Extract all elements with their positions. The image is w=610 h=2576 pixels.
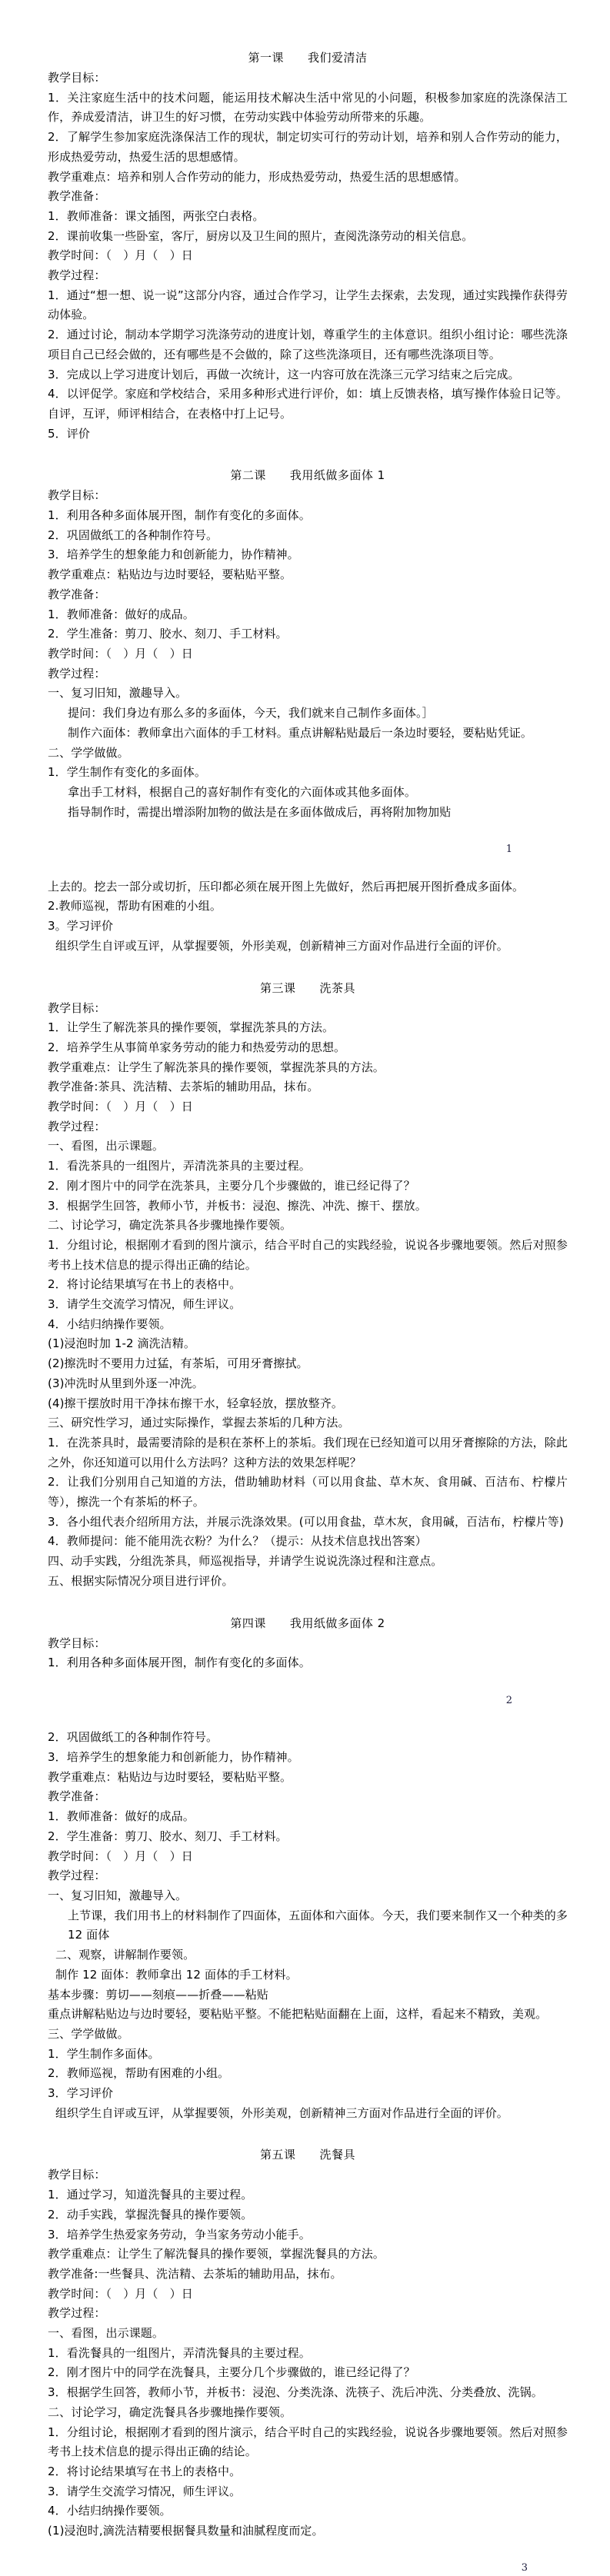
lesson-title: 第一课 我们爱清洁 (248, 51, 368, 65)
paragraph: 2.教师巡视，帮助有困难的小组。 (48, 899, 222, 914)
paragraph: (1)浸泡时,滴洗洁精要根据餐具数量和油腻程度而定。 (48, 2524, 324, 2538)
paragraph: 重点讲解粘贴边与边时要轻，要粘贴平整。不能把粘贴面翻在上面，这样，看起来不精致，美观。 (48, 2007, 548, 2022)
paragraph: 2．了解学生参加家庭洗涤保洁工作的现状，制定切实可行的劳动计划，培养和别人合作劳动的能力，形成热爱劳动，热爱生活的思想感情。 (48, 130, 568, 164)
paragraph: 3．各小组代表介绍所用方法，并展示洗涤效果。(可以用食盐，草木灰，食用碱，百洁布，柠檬片等) (48, 1514, 564, 1529)
paragraph: 2．动手实践，掌握洗餐具的操作要领。 (48, 2207, 253, 2222)
paragraph: 教学准备： (48, 1789, 106, 1804)
paragraph: (1)浸泡时加 1-2 滴洗洁精。 (48, 1336, 195, 1351)
paragraph: 教学准备:茶具、洗洁精、去茶垢的辅助用品，抹布。 (48, 1080, 319, 1094)
paragraph: 教学目标： (48, 1636, 106, 1650)
section-gap (48, 444, 568, 465)
paragraph: 三、学学做做。 (48, 2026, 129, 2041)
paragraph: 4．小结归纳操作要领。 (48, 1316, 172, 1331)
paragraph: 3．培养学生的想象能力和创新能力，协作精神。 (48, 1750, 299, 1765)
paragraph: 2．将讨论结果填写在书上的表格中。 (48, 2464, 242, 2478)
paragraph: 教学目标： (48, 1000, 106, 1015)
paragraph: 教学时间：（ ）月（ ）日 (48, 248, 193, 263)
paragraph: 1．看洗餐具的一组图片，弄清洗餐具的主要过程。 (48, 2345, 311, 2360)
paragraph: 一、看图，出示课题。 (48, 2326, 165, 2341)
paragraph: 组织学生自评或互评，从掌握要领，外形美观，创新精神三方面对作品进行全面的评价。 (55, 2105, 508, 2120)
paragraph: 1．通过“想一想、说一说”这部分内容，通过合作学习，让学生去探索，去发现，通过实践操作获得劳动体验。 (48, 288, 568, 322)
paragraph: 2．刚才图片中的同学在洗茶具，主要分几个步骤做的，谁已经记得了？ (48, 1178, 415, 1193)
paragraph: 2．课前收集一些卧室，客厅，厨房以及卫生间的照片，查阅洗涤劳动的相关信息。 (48, 228, 474, 243)
paragraph: 教学时间：（ ）月（ ）日 (48, 2286, 193, 2301)
page-break-gap (48, 1673, 568, 1693)
paragraph: 1．通过学习，知道洗餐具的主要过程。 (48, 2188, 253, 2202)
page-number: 2 (505, 1694, 512, 1706)
paragraph: 1．利用各种多面体展开图，制作有变化的多面体。 (48, 1656, 311, 1670)
lesson-title: 第五课 洗餐具 (259, 2148, 355, 2162)
paragraph: 一、复习旧知，激趣导入。 (48, 1889, 188, 1902)
paragraph: 拿出手工材料，根据自己的喜好制作有变化的六面体或其他多面体。 (68, 784, 417, 799)
paragraph: 教学过程： (48, 1869, 106, 1883)
paragraph: 教学准备:一些餐具、洗洁精、去茶垢的辅助用品，抹布。 (48, 2266, 342, 2281)
paragraph: 教学准备： (48, 587, 106, 601)
paragraph: 教学重难点：让学生了解洗茶具的操作要领，掌握洗茶具的方法。 (48, 1060, 385, 1074)
paragraph: 3．请学生交流学习情况，师生评议。 (48, 1297, 242, 1312)
paragraph: 3．学习评价 (48, 2086, 114, 2101)
paragraph: 提问：我们身边有那么多的多面体，今天，我们就来自己制作多面体。］ (68, 706, 434, 721)
paragraph: 2．教师巡视，帮助有困难的小组。 (48, 2066, 230, 2081)
paragraph: 4．以评促学。家庭和学校结合，采用多种形式进行评价，如：填上反馈表格，填写操作体验日记等。自评，互评，师评相结合，在表格中打上记号。 (48, 387, 568, 421)
lesson-title: 第四课 我用纸做多面体 2 (230, 1616, 385, 1630)
paragraph: 教学时间：（ ）月（ ）日 (48, 1849, 193, 1863)
paragraph: 2．刚才图片中的同学在洗餐具，主要分几个步骤做的，谁已经记得了？ (48, 2365, 415, 2380)
paragraph: 教学过程： (48, 666, 106, 681)
paragraph: 教学重难点：粘贴边与边时要轻，要粘贴平整。 (48, 567, 292, 582)
paragraph: 3．培养学生热爱家务劳动，争当家务劳动小能手。 (48, 2227, 311, 2242)
paragraph: 1．分组讨论，根据刚才看到的图片演示，结合平时自己的实践经验，说说各步骤地要领。然后对照参考书上技术信息的提示得出正确的结论。 (48, 1237, 568, 1272)
page-number: 3 (521, 2562, 528, 2574)
paragraph: 3．根据学生回答，教师小节，并板书：浸泡、擦洗、冲洗、擦干、摆放。 (48, 1198, 427, 1213)
paragraph: 四、动手实践，分组洗茶具，师巡视指导，并请学生说说洗涤过程和注意点。 (48, 1554, 443, 1569)
paragraph: 1．在洗茶具时，最需要清除的是积在茶杯上的茶垢。我们现在已经知道可以用牙膏擦除的方法，除此之外，你还知道可以用什么方法吗？这种方法的效果怎样呢？ (48, 1435, 568, 1469)
paragraph: 三、研究性学习，通过实际操作，掌握去茶垢的几种方法。 (48, 1416, 350, 1430)
top-margin (48, 0, 568, 48)
paragraph: 教学重难点：粘贴边与边时要轻，要粘贴平整。 (48, 1769, 292, 1784)
paragraph: 1．利用各种多面体展开图，制作有变化的多面体。 (48, 508, 311, 523)
paragraph: 2．学生准备：剪刀、胶水、刻刀、手工材料。 (48, 627, 288, 641)
paragraph: 1．关注家庭生活中的技术问题，能运用技术解决生活中常见的小问题，积极参加家庭的洗涤保洁工作，养成爱清洁，讲卫生的好习惯，在劳动实践中体验劳动所带来的乐趣。 (48, 90, 568, 125)
paragraph: 一、看图，出示课题。 (48, 1139, 165, 1153)
section-gap (48, 1592, 568, 1613)
lesson-title: 第二课 我用纸做多面体 1 (230, 468, 385, 483)
paragraph: 2．学生准备：剪刀、胶水、刻刀、手工材料。 (48, 1829, 288, 1843)
paragraph: (3)冲洗时从里到外逐一冲洗。 (48, 1376, 204, 1390)
paragraph: 2．培养学生从事简单家务劳动的能力和热爱劳动的思想。 (48, 1040, 346, 1054)
paragraph: 组织学生自评或互评，从掌握要领，外形美观，创新精神三方面对作品进行全面的评价。 (55, 938, 508, 953)
page-break-gap (48, 857, 568, 877)
paragraph: 二、讨论学习，确定洗茶具各步骤地操作要领。 (48, 1218, 292, 1233)
paragraph: 1．学生制作有变化的多面体。 (48, 765, 206, 780)
paragraph: 3．培养学生的想象能力和创新能力，协作精神。 (48, 547, 299, 562)
paragraph: 3．完成以上学习进度计划后，再做一次统计，这一内容可放在洗涤三元学习结束之后完成。 (48, 367, 520, 381)
section-gap (48, 957, 568, 978)
paragraph: (2)擦洗时不要用力过猛，有茶垢，可用牙膏擦拭。 (48, 1356, 308, 1371)
paragraph: 教学重难点：让学生了解洗餐具的操作要领，掌握洗餐具的方法。 (48, 2247, 385, 2261)
paragraph: 指导制作时，需提出增添附加物的做法是在多面体做成后，再将附加物加贴 (68, 804, 452, 819)
paragraph: 2．通过讨论，制动本学期学习洗涤劳动的进度计划，尊重学生的主体意识。组织小组讨论：哪些洗涤项目自己已经会做的，还有哪些是不会做的，除了这些洗涤项目，还有哪些洗涤项目等。 (48, 328, 568, 361)
page-break-gap (48, 1709, 568, 1729)
paragraph: 1．学生制作多面体。 (48, 2046, 160, 2061)
paragraph: 教学重难点：培养和别人合作劳动的能力，形成热爱劳动，热爱生活的思想感情。 (48, 169, 466, 184)
lesson-title: 第三课 洗茶具 (259, 980, 355, 995)
paragraph: 1．让学生了解洗茶具的操作要领，掌握洗茶具的方法。 (48, 1020, 335, 1035)
paragraph: 2．巩固做纸工的各种制作符号。 (48, 1730, 218, 1745)
paragraph: 2．巩固做纸工的各种制作符号。 (48, 528, 218, 542)
paragraph: 五、根据实际情况分项目进行评价。 (48, 1573, 234, 1588)
paragraph: 1．教师准备：课文插图，两张空白表格。 (48, 208, 265, 223)
paragraph: 2．让我们分别用自己知道的方法，借助辅助材料（可以用食盐、草木灰、食用碱、百洁布、柠檬片等），擦洗一个有茶垢的杯子。 (48, 1475, 568, 1509)
paragraph: 上去的。挖去一部分或切折，压印都必须在展开图上先做好，然后再把展开图折叠成多面体。 (48, 879, 525, 894)
paragraph: 教学时间：（ ）月（ ）日 (48, 646, 193, 661)
paragraph: 1．分组讨论，根据刚才看到的图片演示，结合平时自己的实践经验，说说各步骤地要领。然后对照参考书上技术信息的提示得出正确的结论。 (48, 2425, 568, 2459)
paragraph: 3．请学生交流学习情况，师生评议。 (48, 2484, 242, 2498)
paragraph: 上节课，我们用书上的材料制作了四面体，五面体和六面体。今天，我们要来制作又一个种类的多 12 面体 (68, 1908, 568, 1942)
paragraph: 1．教师准备：做好的成品。 (48, 607, 195, 621)
paragraph: 教学过程： (48, 2306, 106, 2321)
paragraph: 教学时间：（ ）月（ ）日 (48, 1100, 193, 1114)
paragraph: 教学准备： (48, 189, 106, 204)
paragraph: 二、观察，讲解制作要领。 (55, 1948, 195, 1962)
paragraph: 2．将讨论结果填写在书上的表格中。 (48, 1277, 242, 1292)
paragraph: 3．根据学生回答，教师小节，并板书：浸泡、分类洗涤、洗筷子、洗后冲洗、分类叠放、洗锅。 (48, 2385, 543, 2400)
paragraph: 教学过程： (48, 1119, 106, 1133)
page-number: 1 (505, 844, 512, 855)
paragraph: 教学目标： (48, 2168, 106, 2182)
paragraph: 教学目标： (48, 488, 106, 503)
paragraph: 二、讨论学习，确定洗餐具各步骤地操作要领。 (48, 2405, 292, 2419)
paragraph: 5．评价 (48, 426, 90, 441)
paragraph: 基本步骤：剪切——刻痕——折叠——粘贴 (48, 1987, 268, 2002)
paragraph: 3。学习评价 (48, 919, 114, 934)
paragraph: 制作六面体：教师拿出六面体的手工材料。重点讲解粘贴最后一条边时要轻，要粘贴凭证。 (68, 725, 533, 740)
paragraph: 1．看洗茶具的一组图片，弄清洗茶具的主要过程。 (48, 1159, 311, 1173)
section-gap (48, 2123, 568, 2145)
paragraph: 制作 12 面体：教师拿出 12 面体的手工材料。 (55, 1967, 298, 1982)
paragraph: 1．教师准备：做好的成品。 (48, 1809, 195, 1824)
paragraph: 二、学学做做。 (48, 745, 129, 760)
paragraph: 教学过程： (48, 268, 106, 283)
paragraph: (4)擦干摆放时用干净抹布擦干水，轻拿轻放，摆放整齐。 (48, 1396, 343, 1410)
page-break-gap (48, 822, 568, 842)
paragraph: 4．教师提问：能不能用洗衣粉？为什么？（提示：从技术信息找出答案） (48, 1534, 427, 1549)
bottom-gap (48, 2541, 568, 2561)
paragraph: 一、复习旧知，激趣导入。 (48, 686, 188, 701)
paragraph: 4．小结归纳操作要领。 (48, 2504, 172, 2518)
paragraph: 教学目标： (48, 71, 106, 85)
